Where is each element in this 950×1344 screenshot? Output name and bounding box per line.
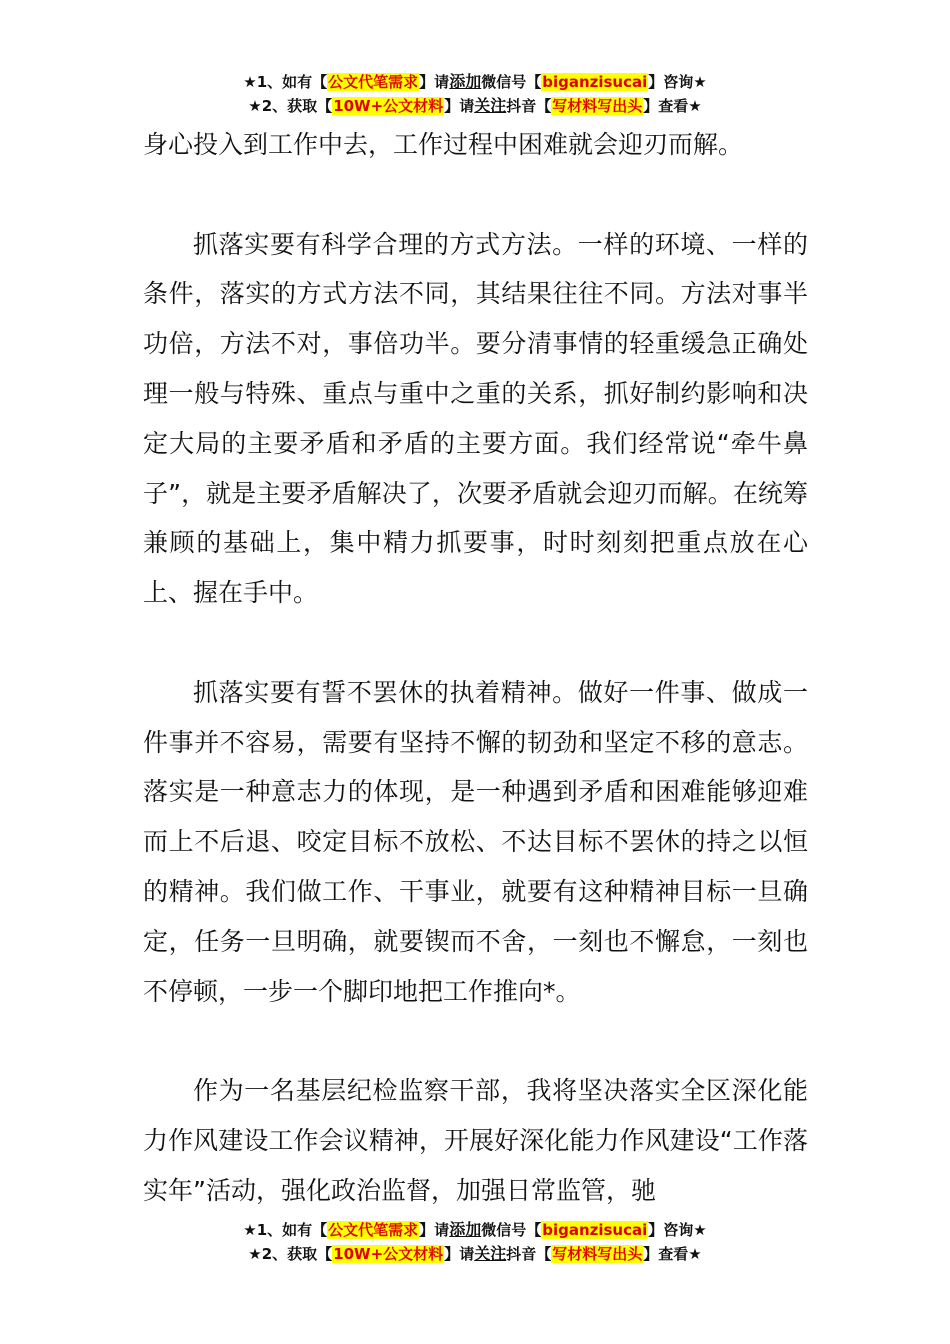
banner-highlight: 10W+公文材料 — [333, 1245, 444, 1263]
banner-line-2 — [0, 1242, 950, 1266]
banner-highlight: biganzisucai — [542, 1221, 648, 1239]
banner-text: 】咨询★ — [648, 73, 707, 91]
banner-line-1 — [0, 70, 950, 94]
banner-text: 】咨询★ — [648, 1221, 707, 1239]
banner-text: 】请 — [444, 1245, 475, 1263]
banner-text: ★2、获取【 — [248, 97, 333, 115]
banner-text: ★1、如有【 — [243, 73, 328, 91]
banner-text: 微信号【 — [481, 73, 542, 91]
banner-text: 】查看★ — [643, 97, 702, 115]
banner-highlight: 写材料写出头 — [552, 1245, 643, 1263]
banner-text: ★1、如有【 — [243, 1221, 328, 1239]
banner-line-1 — [0, 1218, 950, 1242]
banner-text: 】查看★ — [643, 1245, 702, 1263]
footer-banner — [0, 1218, 950, 1266]
banner-text: 微信号【 — [481, 1221, 542, 1239]
banner-highlight: 10W+公文材料 — [333, 97, 444, 115]
paragraph: 抓落实要有誓不罢休的执着精神。做好一件事、做成一件事并不容易，需要有坚持不懈的韧劲和坚定不移的意志。落实是一种意志力的体现，是一种遇到矛盾和困难能够迎难而上不后退、咬定目标不放松、不达目标不罢休的持之以恒的精神。我们做工作、干事业，就要有这种精神目标一旦确定，任务一旦明确，就要锲而不舍，一刻也不懈怠，一刻也不停顿，一步一个脚印地把工作推向*。 — [143, 677, 808, 1006]
header-banner — [0, 70, 950, 118]
paragraph: 身心投入到工作中去，工作过程中困难就会迎刃而解。 — [143, 130, 744, 159]
banner-underlined: 添加 — [449, 1220, 482, 1239]
banner-text: 抖音【 — [506, 1245, 552, 1263]
banner-highlight: 公文代笔需求 — [328, 1221, 419, 1239]
document-body — [143, 120, 808, 1216]
banner-highlight: biganzisucai — [542, 73, 648, 91]
banner-text: 】请 — [444, 97, 475, 115]
paragraph-gap — [143, 618, 808, 668]
banner-underlined: 添加 — [449, 72, 482, 91]
paragraph: 作为一名基层纪检监察干部，我将坚决落实全区深化能力作风建设工作会议精神，开展好深化能力作风建设“工作落实年”活动，强化政治监督，加强日常监管，驰 — [143, 1076, 808, 1205]
banner-highlight: 写材料写出头 — [552, 97, 643, 115]
paragraph: 抓落实要有科学合理的方式方法。一样的环境、一样的条件，落实的方式方法不同，其结果往往不同。方法对事半功倍，方法不对，事倍功半。要分清事情的轻重缓急正确处理一般与特殊、重点与重中之重的关系，抓好制约影响和决定大局的主要矛盾和矛盾的主要方面。我们经常说“牵牛鼻子”，就是主要矛盾解决了，次要矛盾就会迎刃而解。在统筹兼顾的基础上，集中精力抓要事，时时刻刻把重点放在心上、握在手中。 — [143, 229, 808, 608]
banner-underlined: 关注 — [474, 1244, 507, 1263]
banner-underlined: 关注 — [474, 96, 507, 115]
banner-text: 抖音【 — [506, 97, 552, 115]
paragraph-gap — [143, 170, 808, 220]
banner-line-2 — [0, 94, 950, 118]
banner-text: 】请 — [419, 1221, 450, 1239]
banner-text: ★2、获取【 — [248, 1245, 333, 1263]
banner-highlight: 公文代笔需求 — [328, 73, 419, 91]
banner-text: 】请 — [419, 73, 450, 91]
paragraph-gap — [143, 1016, 808, 1066]
